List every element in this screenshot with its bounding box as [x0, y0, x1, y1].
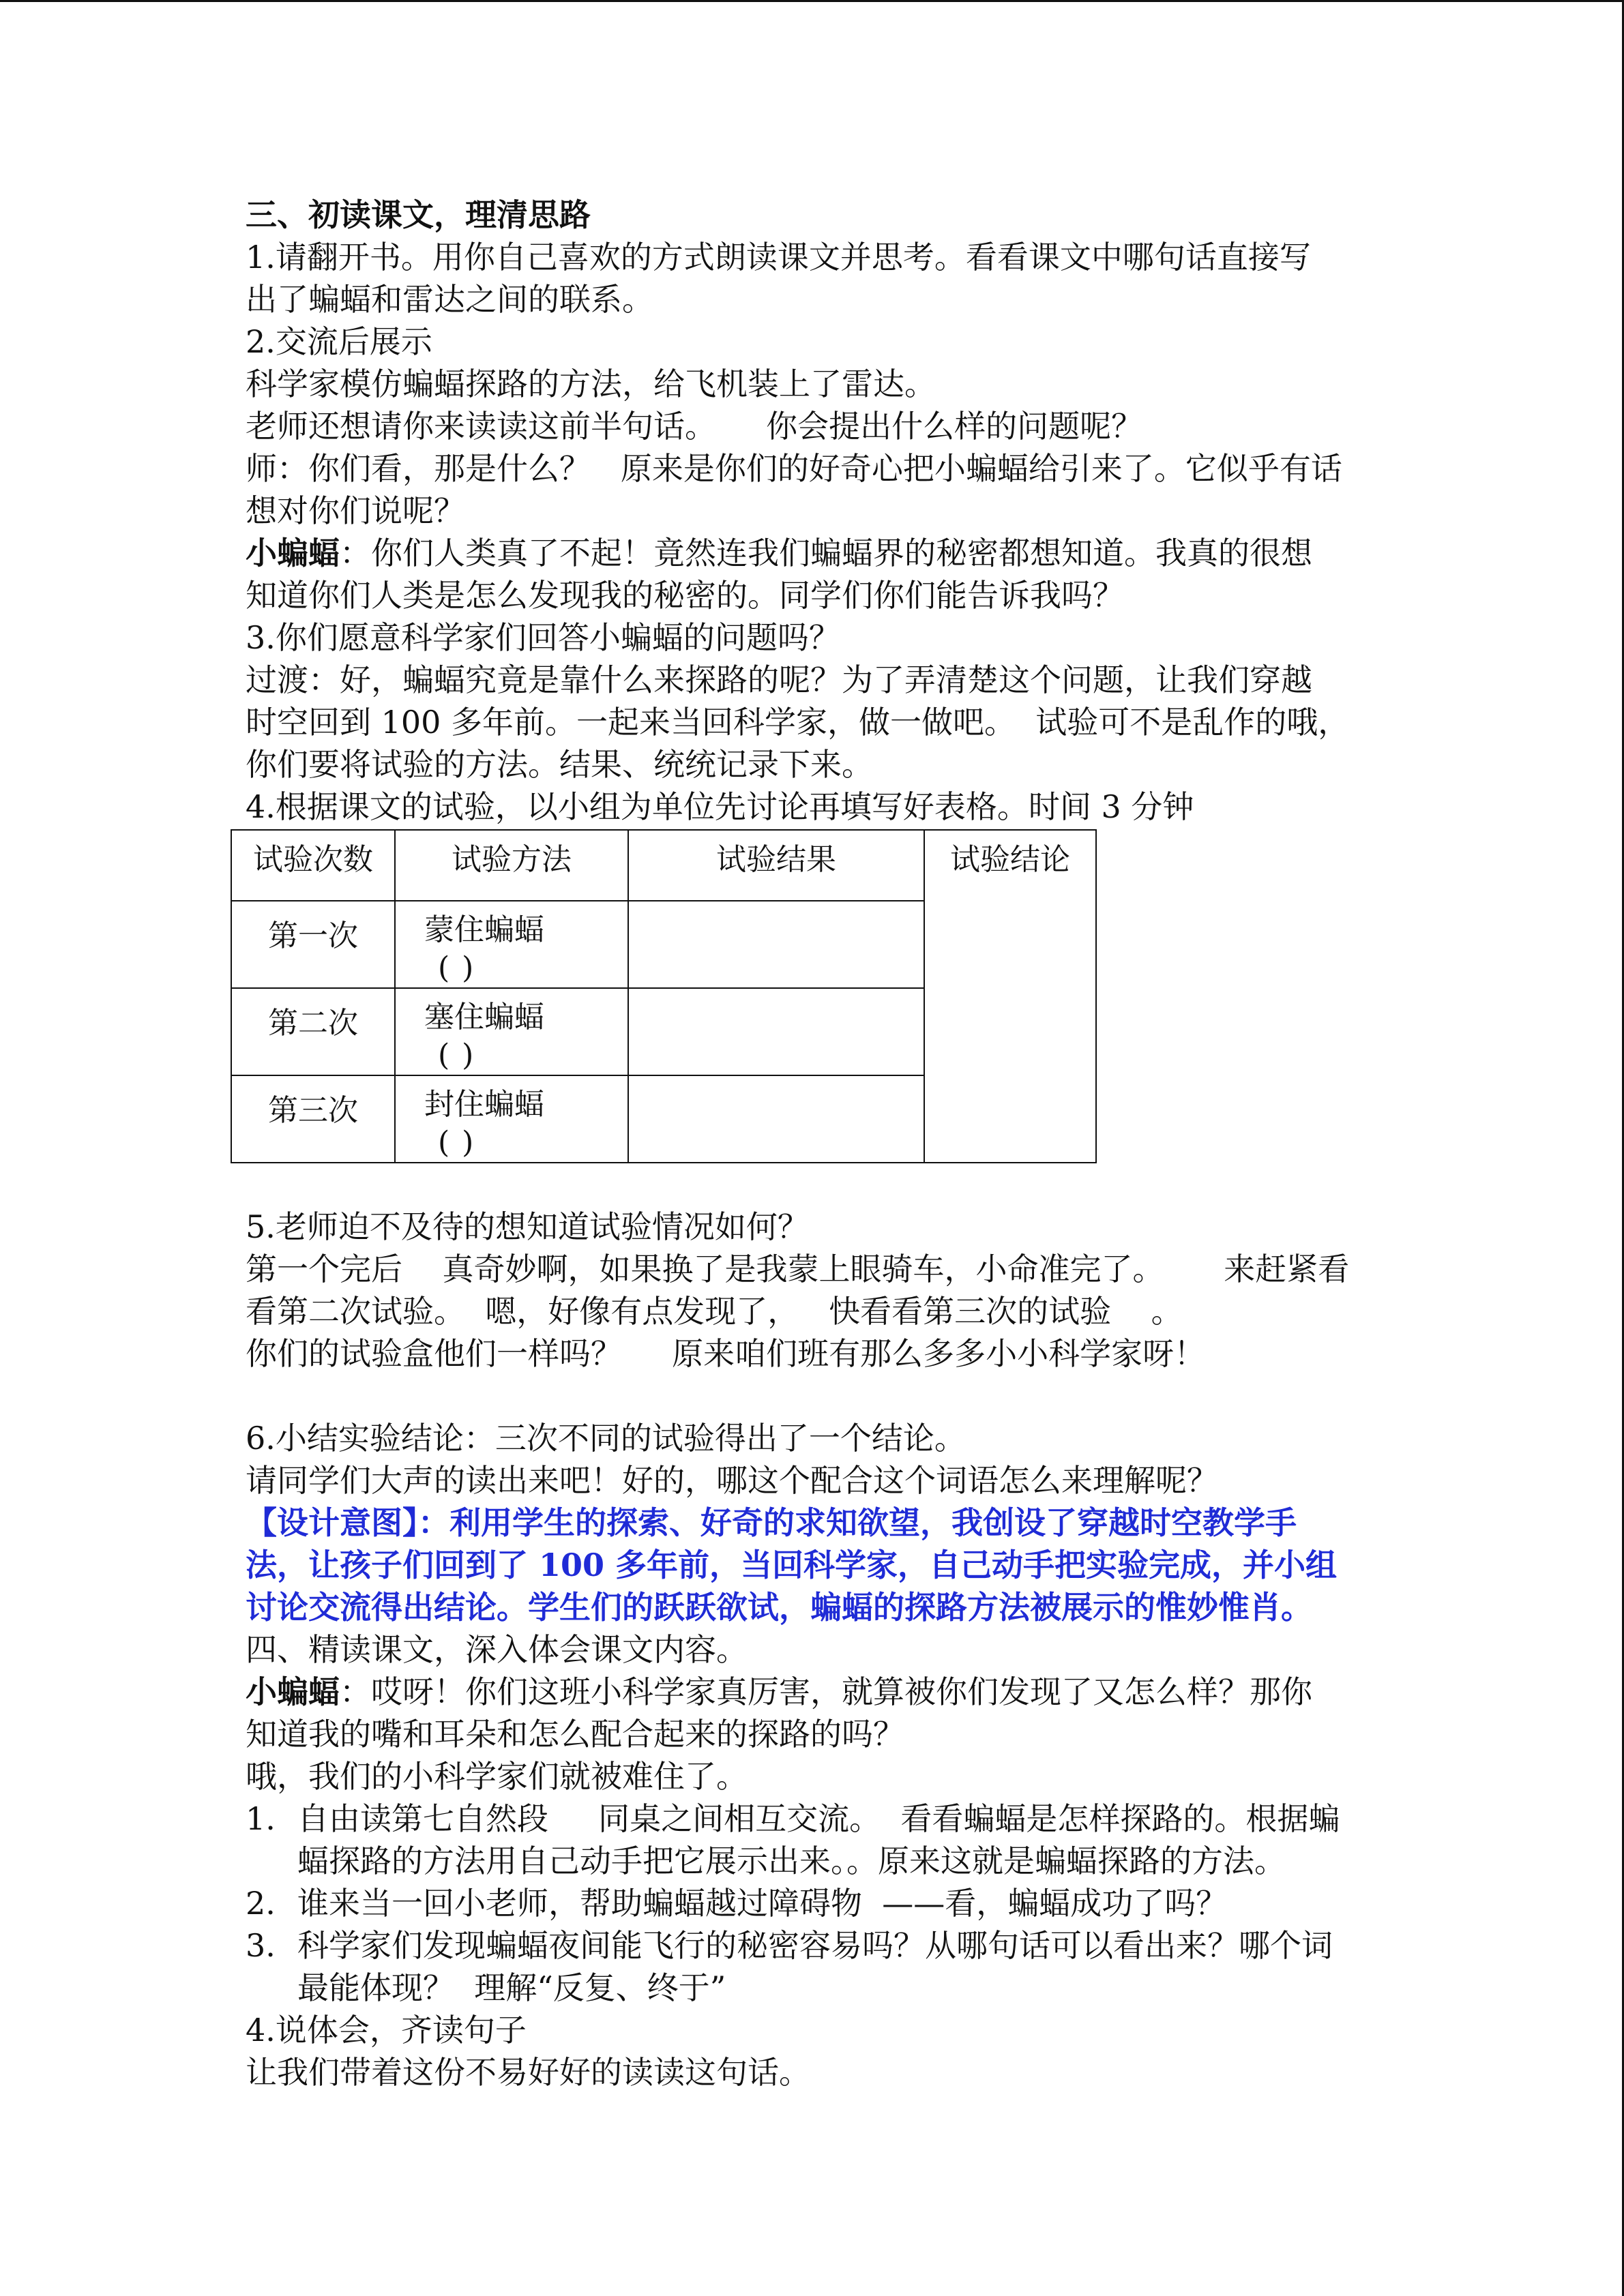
paragraph-13: 6.小结实验结论：三次不同的试验得出了一个结论。	[246, 1420, 966, 1457]
paragraph-5-cont: 想对你们说呢？	[246, 492, 465, 529]
list-item	[246, 1798, 1391, 1882]
design-intent-line-3: 讨论交流得出结论。学生们的跃跃欲试，蝙蝠的探路方法被展示的惟妙惟肖。	[246, 1589, 1312, 1626]
paragraph-6	[246, 532, 1391, 574]
paragraph-2: 2.交流后展示	[246, 323, 432, 360]
table-header: 试验次数	[231, 830, 395, 901]
paragraph-9: 4.根据课文的试验，以小组为单位先讨论再填写好表格。时间 3 分钟	[246, 788, 1194, 825]
paragraph-16: 哦，我们的小科学家们就被难住了。	[246, 1758, 748, 1795]
paragraph-1: 1.请翻开书。用你自己喜欢的方式朗读课文并思考。看看课文中哪句话直接写	[246, 239, 1311, 275]
list-number: 2.	[246, 1885, 276, 1922]
section-4-heading: 四、精读课文，深入体会课文内容。	[246, 1631, 748, 1668]
paragraph-8-cont: 时空回到 100 多年前。一起来当回科学家，做一做吧。 试验可不是乱作的哦，	[246, 704, 1350, 741]
paragraph-10: 5.老师迫不及待的想知道试验情况如何？	[246, 1208, 809, 1245]
list-text	[297, 1924, 1391, 2009]
table-cell-result	[628, 988, 924, 1075]
list-text-line: 最能体现？ 理解“反复、终于”	[297, 1969, 726, 2006]
paragraph-18: 让我们带着这份不易好好的读读这句话。	[246, 2054, 810, 2091]
paragraph-5: 师：你们看，那是什么？ 原来是你们的好奇心把小蝙蝠给引来了。它似乎有话	[246, 450, 1342, 487]
paragraph-11-cont: 看第二次试验。 嗯，好像有点发现了， 快看看第三次的试验 。	[246, 1293, 1183, 1330]
experiment-table	[231, 829, 1097, 1163]
list-number: 1.	[246, 1800, 276, 1837]
list-item	[246, 1924, 1391, 2009]
paragraph-14: 请同学们大声的读出来吧！好的，哪这个配合这个词语怎么来理解呢？	[246, 1462, 1218, 1499]
bat-speech: ：哎呀！你们这班小科学家真厉害，就算被你们发现了又怎么样？那你	[340, 1673, 1312, 1710]
paragraph-4: 老师还想请你来读读这前半句话。 你会提出什么样的问题呢？	[246, 408, 1143, 445]
method-blank: ( )	[438, 951, 475, 985]
list-text	[297, 1798, 1391, 1882]
paragraph-17: 4.说体会，齐读句子	[246, 2012, 527, 2048]
table-cell-trial: 第一次	[231, 901, 395, 988]
table-cell-method	[395, 1075, 628, 1163]
bat-speaker-label: 小蝙蝠	[246, 1673, 340, 1710]
paragraph-7: 3.你们愿意科学家们回答小蝙蝠的问题吗？	[246, 619, 840, 656]
table-header: 试验方法	[395, 830, 628, 901]
paragraph-15	[246, 1671, 1391, 1713]
spacer	[246, 1163, 1391, 1206]
table-cell-method	[395, 988, 628, 1075]
page-top-border	[0, 0, 1624, 2]
document-body	[246, 194, 1391, 2093]
list-item	[246, 1882, 1391, 1924]
paragraph-15-cont: 知道我的嘴和耳朵和怎么配合起来的探路的吗？	[246, 1716, 904, 1753]
paragraph-6-cont: 知道你们人类是怎么发现我的秘密的。同学们你们能告诉我吗？	[246, 577, 1124, 614]
list-text-line: 蝠探路的方法用自己动手把它展示出来。。原来这就是蝙蝠探路的方法。	[297, 1843, 1286, 1879]
list-text-line: 谁来当一回小老师，帮助蝙蝠越过障碍物 ——看，蝙蝠成功了吗？	[297, 1885, 1228, 1922]
section-3-heading: 三、初读课文，理清思路	[246, 196, 591, 233]
design-intent-line-1: 【设计意图】：利用学生的探索、好奇的求知欲望，我创设了穿越时空教学手	[246, 1504, 1297, 1541]
table-header: 试验结果	[628, 830, 924, 901]
paragraph-1-cont: 出了蝙蝠和雷达之间的联系。	[246, 281, 653, 318]
numbered-list	[246, 1798, 1391, 2009]
bat-speech: ：你们人类真了不起！竟然连我们蝙蝠界的秘密都想知道。我真的很想	[340, 535, 1312, 571]
method-text: 封住蝙蝠	[424, 1087, 544, 1122]
table-header-row	[231, 830, 1096, 901]
paragraph-8-cont2: 你们要将试验的方法。结果、统统记录下来。	[246, 746, 873, 783]
paragraph-11: 第一个完后 真奇妙啊，如果换了是我蒙上眼骑车，小命准完了。 来赶紧看	[246, 1251, 1350, 1287]
table-cell-result	[628, 1075, 924, 1163]
table-header-conclusion: 试验结论	[924, 830, 1096, 1163]
list-text	[297, 1882, 1391, 1924]
table-cell-trial: 第三次	[231, 1075, 395, 1163]
method-text: 塞住蝙蝠	[424, 1000, 544, 1034]
list-text-line: 科学家们发现蝙蝠夜间能飞行的秘密容易吗？从哪句话可以看出来？哪个词	[297, 1927, 1333, 1964]
paragraph-8: 过渡：好，蝙蝠究竟是靠什么来探路的呢？为了弄清楚这个问题，让我们穿越	[246, 661, 1312, 698]
table-cell-method	[395, 901, 628, 988]
table-cell-result	[628, 901, 924, 988]
table-cell-trial: 第二次	[231, 988, 395, 1075]
method-blank: ( )	[438, 1125, 475, 1160]
paragraph-3: 科学家模仿蝙蝠探路的方法，给飞机装上了雷达。	[246, 366, 936, 402]
design-intent-line-2: 法，让孩子们回到了 100 多年前，当回科学家，自己动手把实验完成，并小组	[246, 1547, 1338, 1583]
spacer	[246, 1375, 1391, 1417]
paragraph-12: 你们的试验盒他们一样吗？ 原来咱们班有那么多多小小科学家呀！	[246, 1335, 1206, 1372]
method-blank: ( )	[438, 1038, 475, 1073]
list-number: 3.	[246, 1927, 276, 1964]
bat-speaker-label: 小蝙蝠	[246, 535, 340, 571]
list-text-line: 自由读第七自然段 同桌之间相互交流。 看看蝙蝠是怎样探路的。根据蝙	[297, 1800, 1340, 1837]
method-text: 蒙住蝙蝠	[424, 912, 544, 947]
